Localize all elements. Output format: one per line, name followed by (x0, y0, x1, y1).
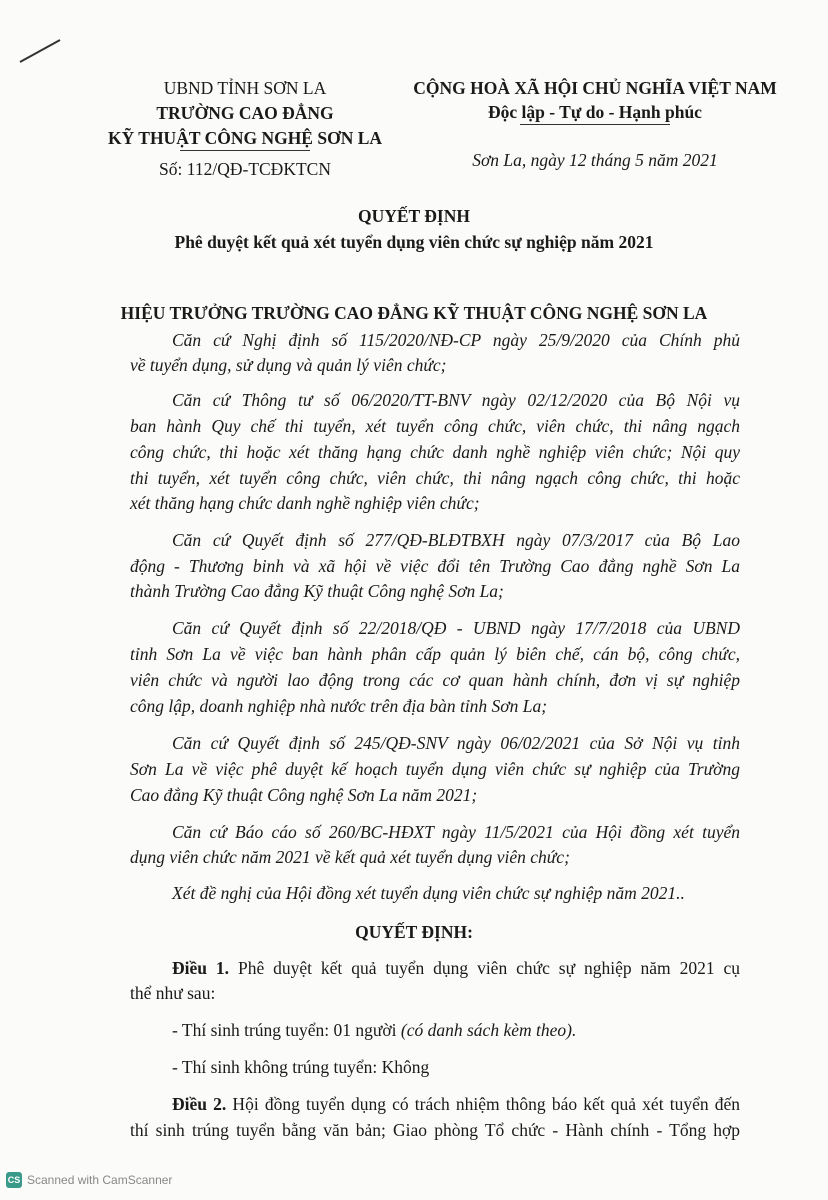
basis-line: Xét đề nghị của Hội đồng xét tuyển dụng viên chức sự nghiệp năm 2021.. (172, 883, 685, 903)
article-2-line: thí sinh trúng tuyển bằng văn bản; Giao phòng Tổ chức - Hành chính - Tổng hợp (130, 1120, 740, 1140)
divider (180, 150, 310, 151)
document-title: QUYẾT ĐỊNH (358, 206, 470, 226)
item-note: (có danh sách kèm theo). (400, 1020, 577, 1040)
basis-line: Sơn La về việc phê duyệt kế hoạch tuyển dụng viên chức sự nghiệp của Trường (130, 759, 740, 779)
national-motto: Độc lập - Tự do - Hạnh phúc (488, 102, 702, 122)
basis-line: Căn cứ Quyết định số 22/2018/QĐ - UBND ngày 17/7/2018 của UBND (172, 618, 740, 638)
article-1-line (172, 958, 740, 978)
basis-line: Căn cứ Báo cáo số 260/BC-HĐXT ngày 11/5/2021 của Hội đồng xét tuyển (172, 822, 740, 842)
document-number: Số: 112/QĐ-TCĐKTCN (159, 159, 331, 179)
basis-line: công lập, doanh nghiệp nhà nước trên địa bàn tỉnh Sơn La; (130, 696, 548, 716)
national-title: CỘNG HOÀ XÃ HỘI CHỦ NGHĨA VIỆT NAM (413, 78, 777, 98)
document-subtitle: Phê duyệt kết quả xét tuyển dụng viên chức sự nghiệp năm 2021 (174, 232, 654, 252)
basis-line: dụng viên chức năm 2021 về kết quả xét tuyển dụng viên chức; (130, 847, 570, 867)
camscanner-watermark (6, 1172, 172, 1188)
basis-line: Căn cứ Quyết định số 245/QĐ-SNV ngày 06/02/2021 của Sở Nội vụ tỉnh (172, 733, 740, 753)
basis-line: Cao đẳng Kỹ thuật Công nghệ Sơn La năm 2021; (130, 785, 478, 805)
school-name-2: KỸ THUẬT CÔNG NGHỆ SƠN LA (107, 128, 383, 148)
basis-line: về tuyển dụng, sử dụng và quản lý viên chức; (130, 355, 447, 375)
basis-line: thi tuyển, xét tuyển công chức, viên chức, thi nâng ngạch công chức, thi hoặc (130, 468, 740, 488)
basis-line: Căn cứ Nghị định số 115/2020/NĐ-CP ngày 25/9/2020 của Chính phủ (172, 330, 740, 350)
item-text: - Thí sinh trúng tuyển: 01 người (172, 1020, 401, 1040)
article-2-text: Hội đồng tuyển dụng có trách nhiệm thông báo kết quả xét tuyển đến (226, 1094, 741, 1114)
watermark-text: Scanned with CamScanner (27, 1173, 173, 1187)
basis-line: công chức, thi hoặc xét thăng hạng chức danh nghề nghiệp viên chức; Nội quy (130, 442, 740, 462)
basis-line: Căn cứ Quyết định số 277/QĐ-BLĐTBXH ngày 07/3/2017 của Bộ Lao (172, 530, 740, 550)
issuing-authority: HIỆU TRƯỞNG TRƯỜNG CAO ĐẲNG KỸ THUẬT CÔNG NGHỆ SƠN LA (120, 303, 708, 323)
basis-line: động - Thương binh và xã hội về việc đổi tên Trường Cao đẳng nghề Sơn La (130, 556, 740, 576)
article-1-text: Phê duyệt kết quả tuyển dụng viên chức sự nghiệp năm 2021 cụ (229, 958, 740, 978)
camscanner-logo-icon: CS (6, 1172, 22, 1188)
article-2-line (172, 1094, 740, 1114)
school-name-1: TRƯỜNG CAO ĐẲNG (156, 103, 334, 123)
basis-line: ban hành Quy chế thi tuyển, xét tuyển công chức, viên chức, thi nâng ngạch (130, 416, 740, 436)
basis-line: thành Trường Cao đẳng Kỹ thuật Công nghệ Sơn La; (130, 581, 504, 601)
basis-line: Căn cứ Thông tư số 06/2020/TT-BNV ngày 02/12/2020 của Bộ Nội vụ (172, 390, 740, 410)
pen-mark (18, 36, 63, 66)
basis-line: tỉnh Sơn La về việc ban hành phân cấp quản lý biên chế, cán bộ, công chức, (130, 644, 740, 664)
article-1-label: Điều 1. (172, 958, 230, 978)
divider (520, 124, 670, 125)
article-1-item: - Thí sinh không trúng tuyển: Không (172, 1057, 430, 1077)
basis-line: viên chức và người lao động trong các cơ quan hành chính, đơn vị sự nghiệp (130, 670, 740, 690)
article-1-item (172, 1020, 576, 1040)
article-1-line: thể như sau: (130, 983, 216, 1003)
decision-heading: QUYẾT ĐỊNH: (355, 922, 473, 942)
province-name: UBND TỈNH SƠN LA (163, 78, 327, 98)
basis-line: xét thăng hạng chức danh nghề nghiệp viên chức; (130, 493, 480, 513)
document-date: Sơn La, ngày 12 tháng 5 năm 2021 (472, 150, 718, 170)
article-2-label: Điều 2. (172, 1094, 227, 1114)
